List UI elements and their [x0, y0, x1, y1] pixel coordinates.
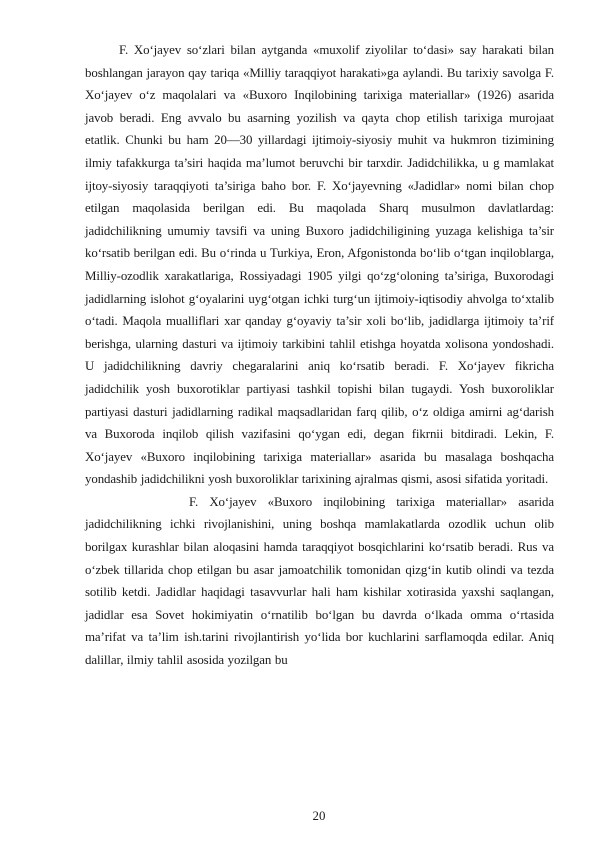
- paragraph-2: F. Xo‘jayev «Buxoro inqilobining tarixiga materiallar» asarida jadidchilikning ichki rivojlanishini, uning boshqa mamlakatlarda ozodlik uchun olib borilgax kurashlar bilan aloqasini hamda taraqqiyot bosqichlarini ko‘rsatib beradi. Rus va o‘zbek tillarida chop etilgan bu asar jamoatchilik tomonidan qizg‘in kutib olindi va tezda sotilib ketdi. Jadidlar haqidagi tasavvurlar hali ham kishilar xotirasida yaxshi saqlangan, jadidlar esa Sovet hokimiyatin o‘rnatilib bo‘lgan bu davrda o‘lkada omma o‘rtasida ma’rifat va ta’lim ish.tarini rivojlantirish yo‘lida bor kuchlarini sarflamoqda edilar. Aniq dalillar, ilmiy tahlil asosida yozilgan bu: [85, 494, 554, 668]
- paragraph-1: F. Xo‘jayev so‘zlari bilan aytganda «muxolif ziyolilar to‘dasi» say harakati bilan boshlangan jarayon qay tariqa «Milliy taraqqiyot harakati»ga aylandi. Bu tarixiy savolga F. Xo‘jayev o‘z maqolalari va «Buxoro Inqilobining tarixiga materiallar» (1926) asarida javob beradi. Eng avvalo bu asarning yozilish va qayta chop etilish tarixiga murojaat etatlik. Chunki bu ham 20—30 yillardagi ijtimoiy-siyosiy muhit va hukmron tizimining ilmiy tafakkurga ta’siri haqida ma’lumot beruvchi bir tarxdir. Jadidchilikka, u g mamlakat ijtoy-siyosiy taraqqiyoti ta’siriga baho bor. F. Xo‘jayevning «Jadidlar» nomi bilan chop etilgan maqolasida berilgan edi. Bu maqolada Sharq musulmon davlatlardag: jadidchilikning umumiy tavsifi va uning Buxoro jadidchiligining yuzaga kelishiga ta’sir ko‘rsatib berilgan edi. Bu o‘rinda u Turkiya, Eron, Afgonistonda bo‘lib o‘tgan inqiloblarga, Milliy-ozodlik xarakatlariga, Rossiyadagi 1905 yilgi qo‘zg‘oloning ta’siriga, Buxorodagi jadidlarning islohot g‘oyalarini uyg‘otgan ichki turg‘un ijtimoiy-iqtisodiy ahvolga to‘xtalib o‘tadi. Maqola mualliflari xar qanday g‘oyaviy ta’sir xoli bo‘lib, jadidlarga ijtimoiy ta’rif berishga, ularning dasturi va ijtimoiy tarkibini tahlil etishga hoyatda xolisona yondoshadi. U jadidchilikning davriy chegaralarini aniq ko‘rsatib beradi. F. Xo‘jayev fikricha jadidchilik yosh buxorotiklar partiyasi tashkil topishi bilan tugaydi. Yosh buxoroliklar partiyasi dasturi jadidlarning radikal maqsadlaridan farq qilib, o‘z oldiga amirni ag‘darish va Buxoroda inqilob qilish vazifasini qo‘ygan edi, degan fikrnii bitdiradi. Lekin, F. Xo‘jayev «Buxoro inqilobining tarixiga materiallar» asarida bu masalaga boshqacha yondashib jadidchilikni yosh buxoroliklar tarixining ajralmas qismi, asosi sifatida yoritadi.: [85, 43, 554, 487]
- page-number: 20: [312, 809, 326, 823]
- body-text: [85, 39, 554, 672]
